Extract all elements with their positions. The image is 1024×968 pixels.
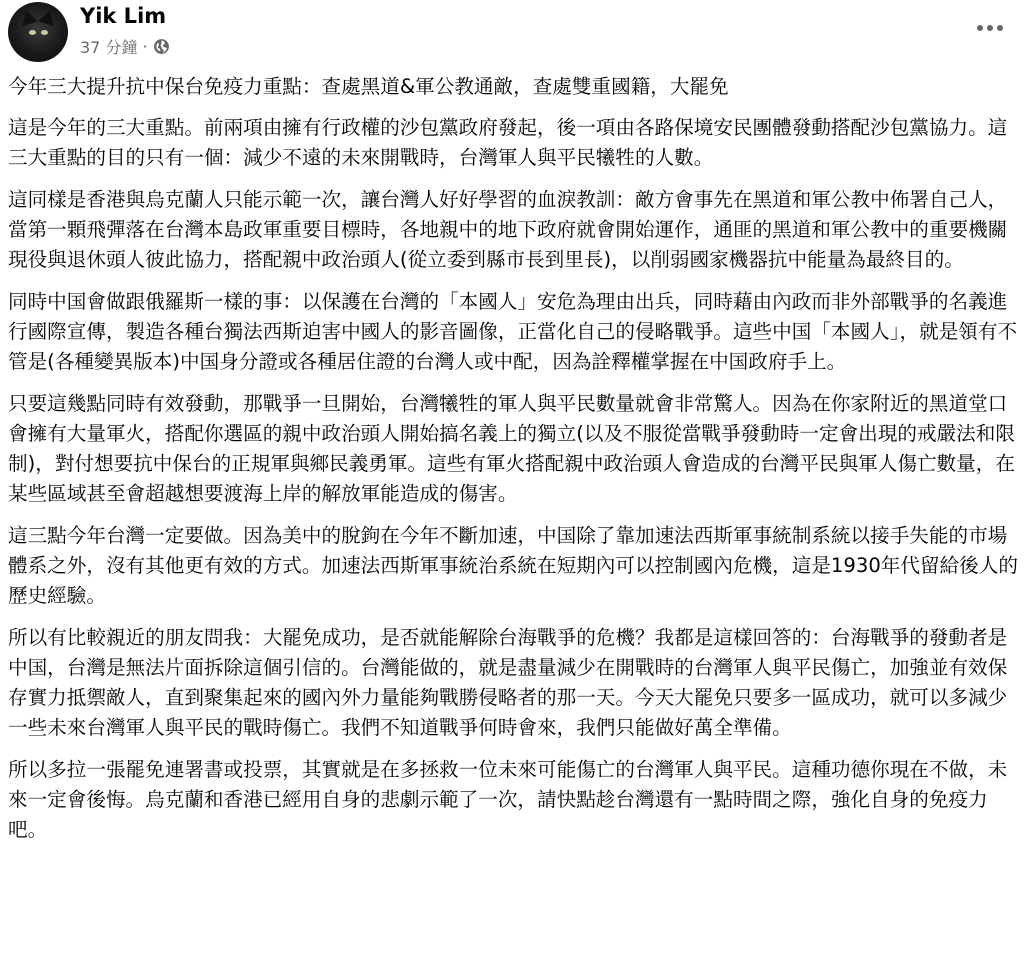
avatar-eye	[29, 30, 36, 35]
avatar-eye	[41, 30, 48, 35]
post-paragraph: 同時中国會做跟俄羅斯一樣的事：以保護在台灣的「本國人」安危為理由出兵，同時藉由內政而非外部戰爭的名義進行國際宣傳，製造各種台獨法西斯迫害中國人的影音圖像，正當化自己的侵略戰爭。這些中国「本國人」，就是領有不管是(各種變異版本)中国身分證或各種居住證的台灣人或中配，因為詮釋權掌握在中国政府手上。	[8, 290, 1018, 373]
avatar[interactable]	[8, 2, 68, 62]
post-paragraph: 所以有比較親近的朋友問我：大罷免成功，是否就能解除台海戰爭的危機？我都是這樣回答的：台海戰爭的發動者是中国，台灣是無法片面拆除這個引信的。台灣能做的，就是盡量減少在開戰時的台灣軍人與平民傷亡，加強並有效保存實力抵禦敵人，直到聚集起來的國內外力量能夠戰勝侵略者的那一天。今天大罷免只要多一區成功，就可以多減少一些未來台灣軍人與平民的戰時傷亡。我們不知道戰爭何時會來，我們只能做好萬全準備。	[8, 626, 1008, 739]
globe-icon[interactable]	[153, 38, 170, 55]
post-paragraph: 這同樣是香港與烏克蘭人只能示範一次，讓台灣人好好學習的血淚教訓：敵方會事先在黑道和軍公教中佈署自己人，當第一顆飛彈落在台灣本島政軍重要目標時，各地親中的地下政府就會開始運作，通匪的黑道和軍公教中的重要機關現役與退休頭人彼此協力，搭配親中政治頭人(從立委到縣市長到里長)，以削弱國家機器抗中能量為最終目的。	[8, 188, 1008, 271]
avatar-ear	[18, 8, 38, 26]
post-header	[0, 0, 1024, 70]
post-paragraph: 只要這幾點同時有效發動，那戰爭一旦開始，台灣犧牲的軍人與平民數量就會非常驚人。因為在你家附近的黑道堂口會擁有大量軍火，搭配你選區的親中政治頭人開始搞名義上的獨立(以及不服從當戰爭發動時一定會出現的戒嚴法和限制)，對付想要抗中保台的正規軍與鄉民義勇軍。這些有軍火搭配親中政治頭人會造成的台灣平民與軍人傷亡數量，在某些區域甚至會超越想要渡海上岸的解放軍能造成的傷害。	[8, 392, 1015, 505]
post-paragraph: 這是今年的三大重點。前兩項由擁有行政權的沙包黨政府發起，後一項由各路保境安民團體發動搭配沙包黨協力。這三大重點的目的只有一個：減少不遠的未來開戰時，台灣軍人與平民犧牲的人數。	[8, 116, 1008, 169]
author-name[interactable]: Yik Lim	[80, 4, 167, 28]
post-paragraph: 這三點今年台灣一定要做。因為美中的脫鉤在今年不斷加速，中国除了靠加速法西斯軍事統制系統以接手失能的市場體系之外，沒有其他更有效的方式。加速法西斯軍事統治系統在短期內可以控制國內危機，這是1930年代留給後人的歷史經驗。	[8, 524, 1018, 607]
more-options-button[interactable]	[970, 10, 1010, 46]
post-headline: 今年三大提升抗中保台免疫力重點：查處黑道&軍公教通敵，查處雙重國籍，大罷免	[8, 75, 729, 98]
post-body	[8, 72, 1018, 857]
post-timestamp[interactable]: 37 分鐘	[80, 38, 138, 57]
post-meta	[80, 35, 170, 58]
meta-separator: ·	[142, 37, 148, 56]
avatar-ear	[38, 8, 58, 26]
more-horizontal-icon	[977, 25, 1003, 31]
post-paragraph: 所以多拉一張罷免連署書或投票，其實就是在多拯救一位未來可能傷亡的台灣軍人與平民。這種功德你現在不做，未來一定會後悔。烏克蘭和香港已經用自身的悲劇示範了一次，請快點趁台灣還有一點時間之際，強化自身的免疫力吧。	[8, 758, 1008, 841]
